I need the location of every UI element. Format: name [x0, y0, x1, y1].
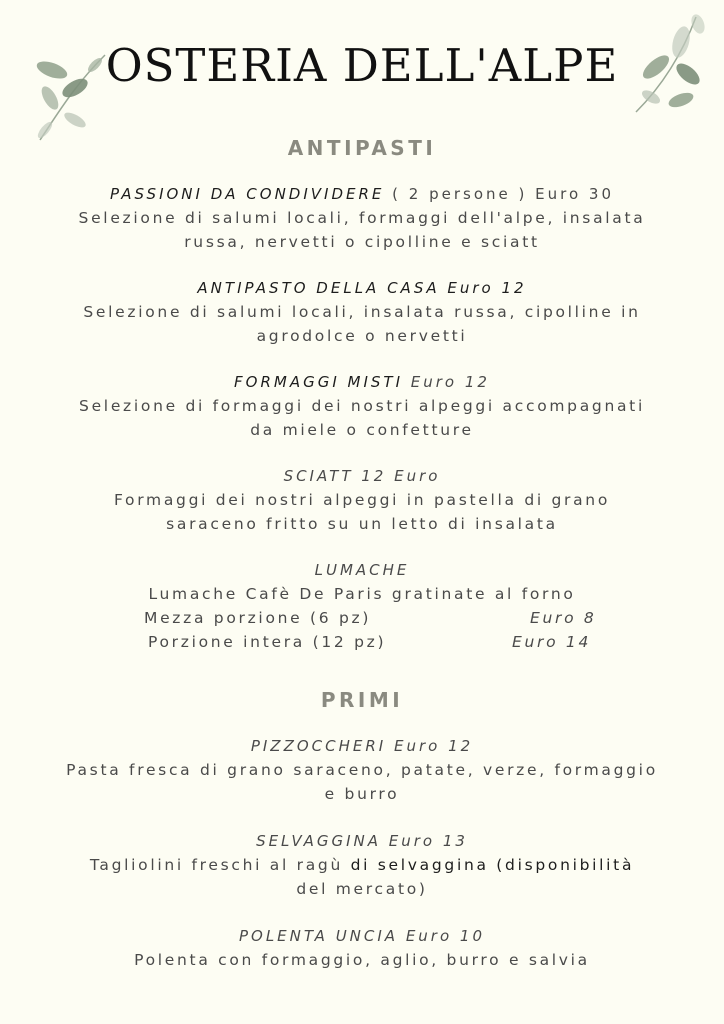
portion-price: Euro 8	[530, 609, 597, 627]
section-heading-primi: PRIMI	[320, 688, 404, 712]
portion-label: Porzione intera (12 pz)	[148, 633, 387, 651]
item-description: saraceno fritto su un letto di insalata	[166, 515, 558, 533]
item-description: Formaggi dei nostri alpeggi in pastella di grano	[113, 491, 611, 509]
section-heading-antipasti: ANTIPASTI	[287, 136, 437, 160]
restaurant-title: OSTERIA DELL'ALPE	[105, 39, 619, 92]
item-description: Selezione di formaggi dei nostri alpeggi accompagnati	[79, 397, 645, 415]
portion-price: Euro 14	[512, 633, 592, 651]
item-name: SCIATT 12 Euro	[283, 467, 441, 485]
portion-row-full	[20, 630, 704, 654]
item-description-highlight: del mercato)	[296, 880, 428, 898]
portion-label: Mezza porzione (6 pz)	[144, 609, 372, 627]
item-description: da miele o confetture	[250, 421, 474, 439]
item-description: e burro	[324, 785, 400, 803]
item-description: Selezione di salumi locali, formaggi dell'alpe, insalata	[78, 209, 646, 227]
item-description-highlight: di selvaggina (disponibilità	[350, 856, 635, 874]
menu-item-antipasto-casa	[20, 276, 704, 348]
menu-item-sciatt	[20, 464, 704, 536]
menu-item-lumache	[20, 558, 704, 654]
item-description: Lumache Cafè De Paris gratinate al forno	[148, 585, 576, 603]
menu-item-polenta	[20, 924, 704, 972]
item-name: PASSIONI DA CONDIVIDERE	[110, 185, 385, 203]
menu-item-selvaggina	[20, 829, 704, 901]
item-description: russa, nervetti o cipolline e sciatt	[184, 233, 540, 251]
menu-item-pizzoccheri	[20, 734, 704, 806]
item-description: Selezione di salumi locali, insalata russa, cipolline in	[83, 303, 641, 321]
item-price: ( 2 persone ) Euro 30	[392, 185, 614, 203]
item-description: Tagliolini freschi al ragù	[89, 856, 343, 874]
item-description: agrodolce o nervetti	[256, 327, 468, 345]
item-name: ANTIPASTO DELLA CASA Euro 12	[197, 279, 527, 297]
item-name: POLENTA UNCIA Euro 10	[238, 927, 486, 945]
item-name: FORMAGGI MISTI	[234, 373, 403, 391]
menu-item-passioni	[20, 182, 704, 254]
item-price: Euro 12	[410, 373, 490, 391]
item-description: Pasta fresca di grano saraceno, patate, verze, formaggio	[66, 761, 658, 779]
item-description: Polenta con formaggio, aglio, burro e salvia	[134, 951, 590, 969]
portion-row-half	[20, 606, 704, 630]
item-name: SELVAGGINA Euro 13	[256, 832, 468, 850]
item-name: PIZZOCCHERI Euro 12	[250, 737, 474, 755]
item-name: LUMACHE	[314, 561, 410, 579]
menu-item-formaggi	[20, 370, 704, 442]
